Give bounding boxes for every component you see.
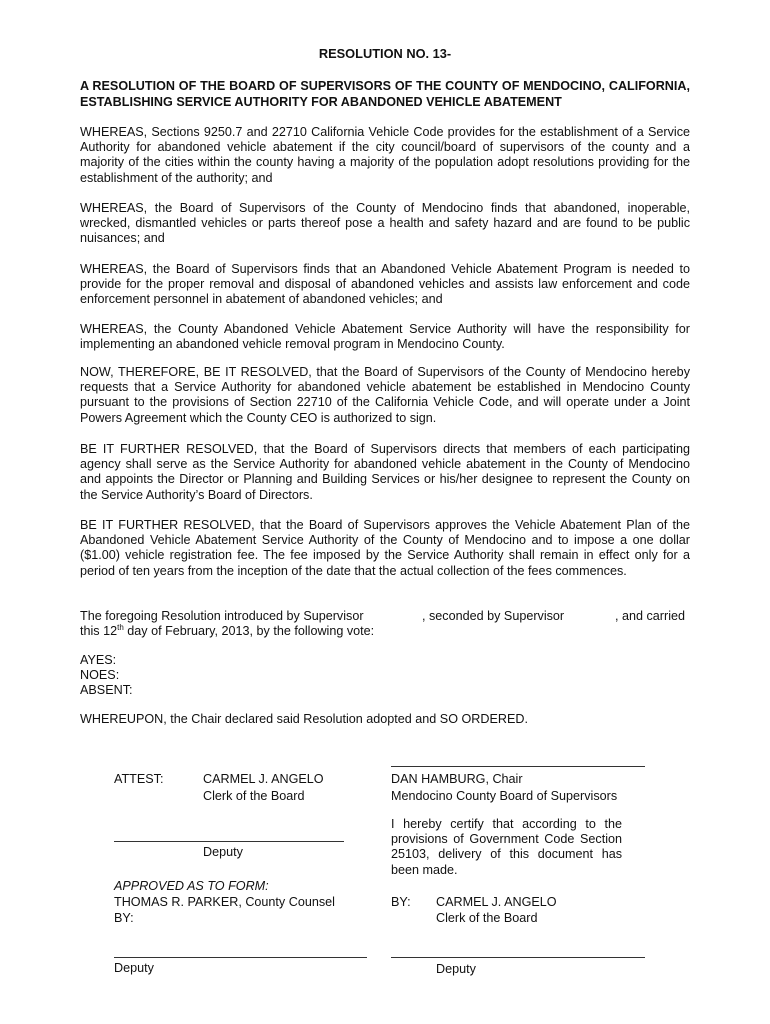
absent-label: ABSENT:	[80, 683, 133, 697]
vote-carried: , and carried	[615, 609, 686, 623]
certification-statement: I hereby certify that according to the provisions of Government Code Section 25103, delivery of this document has been made.	[391, 817, 622, 877]
whereupon-statement: WHEREUPON, the Chair declared said Resolution adopted and SO ORDERED.	[80, 712, 528, 726]
attest-deputy-signature-line	[114, 841, 344, 842]
county-counsel: THOMAS R. PARKER, County Counsel	[114, 895, 335, 909]
whereas-paragraph-3: WHEREAS, the Board of Supervisors finds that an Abandoned Vehicle Abatement Program is needed to provide for the proper removal and disposal of abandoned vehicles and assists law enforcement and code enforcement personnel in abatement of abandoned vehicles; and	[80, 262, 690, 307]
approved-as-to-form: APPROVED AS TO FORM:	[114, 879, 269, 893]
counsel-deputy-label: Deputy	[114, 961, 154, 975]
further-resolved-paragraph-1: BE IT FURTHER RESOLVED, that the Board of Supervisors directs that members of each participating agency shall serve as the Service Authority for abandoned vehicle abatement in the County of Mendocino and appoints the Director or Planning and Building Services or his/her designee to represent the County on the Service Authority’s Board of Directors.	[80, 442, 690, 502]
chair-signature-line	[391, 766, 645, 767]
clerk-title-2: Clerk of the Board	[436, 911, 538, 925]
whereas-paragraph-4: WHEREAS, the County Abandoned Vehicle Abatement Service Authority will have the responsibility for implementing an abandoned vehicle removal program in Mendocino County.	[80, 322, 690, 352]
chair-name: DAN HAMBURG, Chair	[391, 772, 523, 786]
resolution-title: RESOLUTION NO. 13-	[318, 46, 452, 61]
counsel-by-label: BY:	[114, 911, 134, 925]
resolved-paragraph: NOW, THEREFORE, BE IT RESOLVED, that the Board of Supervisors of the County of Mendocino hereby requests that a Service Authority for abandoned vehicle abatement be established in Mendocino County pursuant to the provisions of Section 22710 of the California Vehicle Code, and will operate under a Joint Powers Agreement which the County CEO is authorized to sign.	[80, 365, 690, 425]
clerk-by-label: BY:	[391, 895, 411, 909]
clerk-deputy-label: Deputy	[436, 962, 476, 976]
whereas-paragraph-2: WHEREAS, the Board of Supervisors of the County of Mendocino finds that abandoned, inoperable, wrecked, dismantled vehicles or parts thereof pose a health and safety hazard and are found to be public nuisances; and	[80, 201, 690, 246]
vote-date-sup: th	[117, 622, 124, 632]
vote-date-pre: this 12	[80, 624, 118, 638]
clerk-name: CARMEL J. ANGELO	[203, 772, 324, 786]
vote-date	[80, 624, 374, 639]
ayes-label: AYES:	[80, 653, 117, 667]
attest-label: ATTEST:	[114, 772, 164, 786]
counsel-deputy-signature-line	[114, 957, 367, 958]
further-resolved-paragraph-2: BE IT FURTHER RESOLVED, that the Board of Supervisors approves the Vehicle Abatement Plan of the Abandoned Vehicle Abatement Service Authority of the County of Mendocino and to impose a one dollar ($1.00) vehicle registration fee. The fee imposed by the Service Authority shall remain in effect only for a period of ten years from the inception of the date that the actual collection of the fees commences.	[80, 518, 690, 578]
attest-deputy-label: Deputy	[203, 845, 243, 859]
clerk-deputy-signature-line	[391, 957, 645, 958]
clerk-title: Clerk of the Board	[203, 789, 305, 803]
vote-seconded: , seconded by Supervisor	[422, 609, 565, 623]
chair-title: Mendocino County Board of Supervisors	[391, 789, 618, 803]
noes-label: NOES:	[80, 668, 120, 682]
vote-intro: The foregoing Resolution introduced by Supervisor	[80, 609, 364, 623]
resolution-heading: A RESOLUTION OF THE BOARD OF SUPERVISORS OF THE COUNTY OF MENDOCINO, CALIFORNIA, ESTABLISHING SERVICE AUTHORITY FOR ABANDONED VEHICLE ABATEMENT	[80, 79, 690, 109]
vote-date-post: day of February, 2013, by the following vote:	[123, 624, 375, 638]
clerk-name-2: CARMEL J. ANGELO	[436, 895, 557, 909]
whereas-paragraph-1: WHEREAS, Sections 9250.7 and 22710 California Vehicle Code provides for the establishment of a Service Authority for abandoned vehicle abatement if the city council/board of supervisors of the county and a majority of the cities within the county having a majority of the population adopt resolutions providing for the establishment of the authority; and	[80, 125, 690, 185]
